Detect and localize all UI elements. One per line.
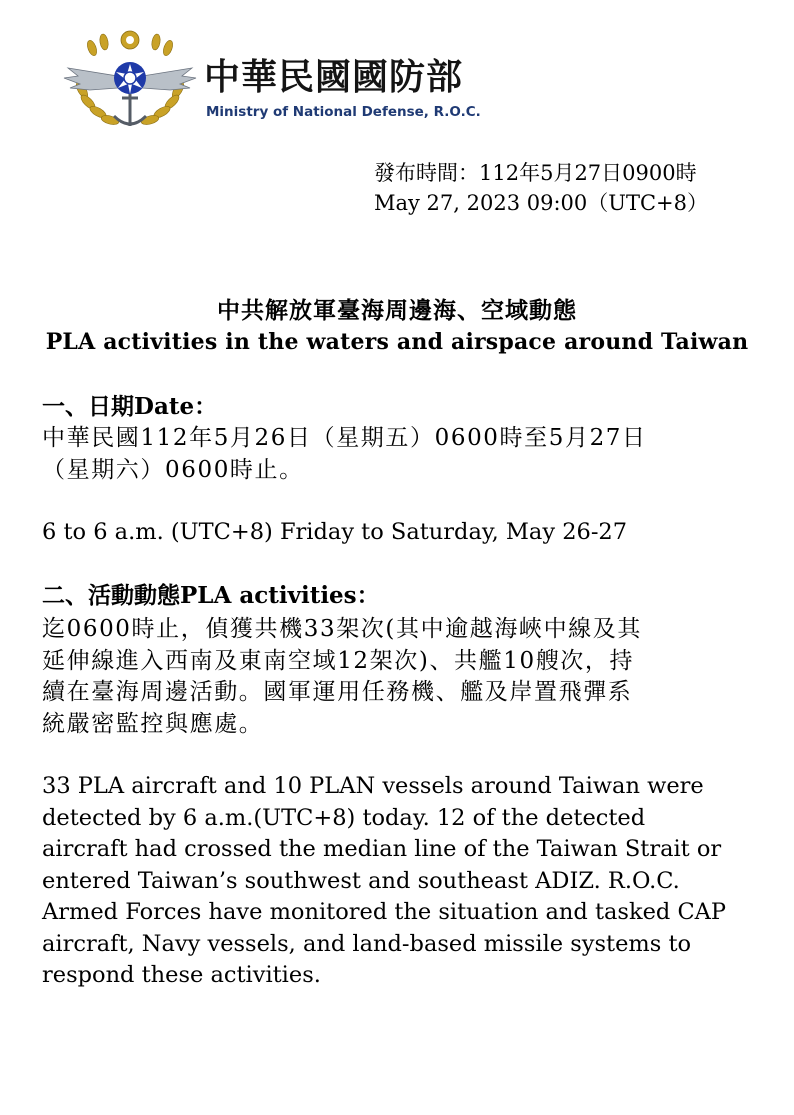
document-title-en: PLA activities in the waters and airspace around Taiwan: [45, 329, 749, 355]
ministry-name-en: Ministry of National Defense, R.O.C.: [206, 104, 481, 120]
release-time: [374, 158, 708, 218]
ministry-name-zh: 中華民國國防部: [204, 57, 464, 98]
paragraph-line: entered Taiwan’s southwest and southeast ADIZ. R.O.C.: [42, 867, 680, 894]
document-title-zh: 中共解放軍臺海周邊海、空域動態: [217, 297, 577, 324]
paragraph-line: 延伸線進入西南及東南空域12架次)、共艦10艘次，持: [42, 647, 635, 674]
paragraph-line: aircraft had crossed the median line of the Taiwan Strait or: [42, 836, 722, 862]
paragraph-line: 統嚴密監控與應處。: [42, 710, 264, 737]
paragraph-line: detected by 6 a.m.(UTC+8) today. 12 of the detected: [42, 804, 646, 831]
paragraph-line: respond these activities.: [42, 962, 321, 988]
section-date-en: 6 to 6 a.m. (UTC+8) Friday to Saturday, May 26-27: [42, 519, 628, 545]
release-time-en: May 27, 2023 09:00（UTC+8）: [374, 191, 709, 215]
paragraph-line: 33 PLA aircraft and 10 PLAN vessels around Taiwan were: [42, 773, 704, 799]
paragraph-line: Armed Forces have monitored the situation and tasked CAP: [42, 899, 727, 925]
paragraph-line: 中華民國112年5月26日（星期五）0600時至5月27日: [42, 425, 647, 451]
section-activities-zh: [42, 614, 642, 740]
paragraph-line: （星期六）0600時止。: [42, 456, 304, 483]
section-date-zh: [42, 423, 647, 486]
section-activities-heading: 二、活動動態PLA activities：: [42, 582, 380, 609]
ministry-emblem-icon: [60, 28, 200, 138]
paragraph-line: aircraft, Navy vessels, and land-based missile systems to: [42, 930, 692, 957]
section-activities-en: [42, 771, 726, 992]
section-date-heading: 一、日期Date：: [42, 393, 218, 420]
paragraph-line: 迄0600時止，偵獲共機33架次(其中逾越海峽中線及其: [42, 616, 642, 642]
release-time-zh: 發布時間：112年5月27日0900時: [374, 161, 697, 185]
paragraph-line: 續在臺海周邊活動。國軍運用任務機、艦及岸置飛彈系: [42, 679, 633, 705]
